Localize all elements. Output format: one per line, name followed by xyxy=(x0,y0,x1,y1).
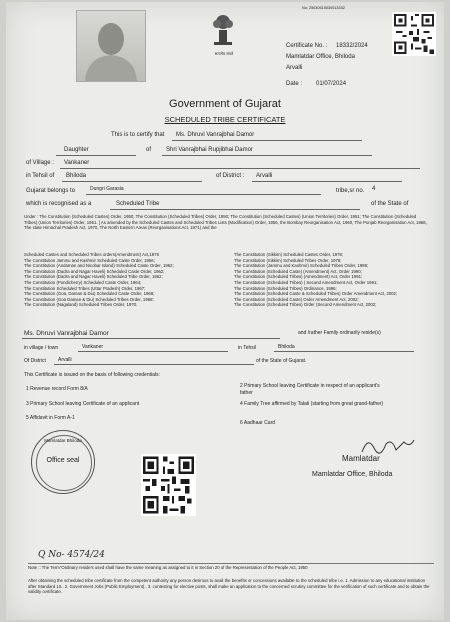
order-item: The Constitution (Goa Daman & Diu) Scheduled Tribes Order, 1968; xyxy=(24,296,154,302)
tribe-sr: 4 xyxy=(372,186,376,192)
order-item: The Constitution Scheduled Tribes (Uttar Pradesh) Order, 1967; xyxy=(24,285,146,291)
order-item: The Constitution (Scheduled Caste & Scheduled Tribes) Order Amendment Act, 2002; xyxy=(234,291,398,297)
residence-tehsil: Bhiloda xyxy=(278,344,295,350)
recognised-as: Scheduled Tribe xyxy=(116,201,160,207)
issuing-place: Arvalli xyxy=(286,65,303,71)
qr-code-icon xyxy=(141,454,196,516)
order-item: The Constitution (Dadra and Nagar Haveli) Scheduled Caste Order, 1962; xyxy=(24,268,165,274)
recognised-label: which is recognised as a xyxy=(26,201,92,207)
date-label: Date : xyxy=(286,81,303,87)
certificate-title: SCHEDULED TRIBE CERTIFICATE xyxy=(164,115,286,124)
residence-district-label: Of District xyxy=(24,358,46,364)
order-item: The Constitution Jammu and Kashmir Scheduled Caste Order, 1956; xyxy=(24,257,155,263)
father-name: Shri Vanrajbhai Rupjibhai Damor xyxy=(166,147,253,153)
order-item: The Constitution (Scheduled Tribes) (Amendment) Act, Order 1991; xyxy=(234,274,363,280)
order-item: The Constitution (Goa, Daman & Diu) Scheduled Caste Order, 1968; xyxy=(24,291,155,297)
residence-name: Ms. Dhruvi Vanrajbhai Damor xyxy=(24,330,109,337)
order-item: The Constitution (Scheduled Tribes) ( Second Amendment Act, Order 1991; xyxy=(234,279,378,285)
residence-district: Arvalli xyxy=(58,357,72,363)
tehsil: Bhiloda xyxy=(66,173,87,179)
of-label: of xyxy=(146,147,152,153)
relation: Daughter xyxy=(64,147,89,153)
orders-right xyxy=(234,252,430,308)
order-item: The Constitution (Sikkim) Scheduled Tribes Order, 1978; xyxy=(234,257,342,263)
government-title: Government of Gujarat xyxy=(169,98,281,110)
residence-suffix: and /rather Family ordinarily reside(s) xyxy=(298,330,381,336)
certificate-page xyxy=(6,2,444,620)
order-item: The Constitution (Scheduled Caste) (Amendment) Act, Order 1990; xyxy=(234,268,362,274)
order-item: The Constitution (Scheduled Tribes) Order (Second Amendment Act, 2002; xyxy=(234,302,377,308)
credential-item: 5 Affidavit in Form A-1 xyxy=(26,415,75,421)
signatory-office: Mamlatdar Office, Bhiloda xyxy=(312,471,393,478)
credential-item: 3 Primary School leaving Certificate of an applicant xyxy=(26,401,140,407)
tribe-name: Dungri Garasia xyxy=(90,186,124,192)
residence-village-label: in village / town xyxy=(24,345,59,351)
residence-tehsil-label: in Tehsil xyxy=(238,345,256,351)
order-item: The Constitution (Dadra and Nagar Haveli) Scheduled Tribe Order, 1962; xyxy=(24,274,163,280)
order-item: The Constitution (Pondicherry) Scheduled Caste Order, 1964; xyxy=(24,279,142,285)
residence-village: Vankaner xyxy=(82,344,104,350)
order-item: The Constitution (Sikkim) Scheduled Castes Order, 1978; xyxy=(234,252,344,257)
order-item: The Constitution (Scheduled Caste) Order Amendment Act, 2002; xyxy=(234,296,359,302)
certificate-no: 18332/2024 xyxy=(336,43,368,49)
certify-text: This is to certify that xyxy=(111,132,165,138)
order-item: The Constitution (Jammu and Kashmir) Scheduled Tribes Order, 1989; xyxy=(234,263,369,269)
state-suffix: of the State of xyxy=(371,201,409,207)
applicant-photo xyxy=(76,10,146,82)
handwritten-note: Q No- 4574/24 xyxy=(38,550,105,560)
district: Arvalli xyxy=(256,173,273,179)
order-item: Scheduled Castes and Scheduled Tribes orders(Amendment) Act,1976 xyxy=(24,252,159,257)
credential-item: 4 Family Tree affirmed by Talati (starting from great grand-father) xyxy=(240,401,384,407)
credential-item: 1 Revenue record Form 8/A xyxy=(26,386,88,392)
national-emblem-icon xyxy=(208,10,238,50)
orders-left xyxy=(24,252,229,308)
order-item: The Constitution (Nagaland) Scheduled Tribes Order, 1970. xyxy=(24,302,138,308)
order-item: The Constitution (Andaman and Nicobar Island) Scheduled Caste Order, 1962; xyxy=(24,263,174,269)
note-validity: After obtaining the scheduled tribe certificate from the competent authority any person desirous to avail the benefits or concessions available to the scheduled tribe i.e. 1. Admission to any educational institution after Standard 10.. 2. Government Jobs (Public Employment).. 3. contesting for elective posts, shall make an application to the concerned scrutiny committee for the verification of such certificate and to obtain the validity certificate. xyxy=(28,578,430,595)
note-ordinary-reside: Note :: The Term"Ordinary reside's used shall have the same meaning as assigned to it in Section 20 of the Representation of the People Act, 1950 xyxy=(28,563,434,571)
order-item: The Constitution (Scheduled Tribes) Ordinance, 1996; xyxy=(234,285,337,291)
seal-ring-text: Mamlatdar Bhiloda xyxy=(44,438,82,443)
credentials-intro: This Certificate is issued on the basis of following credentials: xyxy=(24,372,160,378)
office-seal-stamp xyxy=(31,430,95,494)
tribe-sr-label: tribe,sr no. xyxy=(336,188,365,194)
village-label: of Village : xyxy=(26,160,54,166)
tehsil-label: in Tehsil of xyxy=(26,173,55,179)
belongs-label: Gujarat belongs to xyxy=(26,188,76,194)
issue-date: 01/07/2024 xyxy=(316,81,347,87)
village: Vankaner xyxy=(64,160,90,166)
district-label: of District : xyxy=(216,173,245,179)
seal-label: Office seal xyxy=(46,457,80,464)
emblem-caption: सत्यमेव जयते xyxy=(214,52,234,56)
certificate-no-label: Certificate No. : xyxy=(286,43,328,49)
applicant-name: Ms. Dhruvi Vanrajbhai Damor xyxy=(176,132,255,138)
serial-number: No: 25030515030013332 xyxy=(302,6,345,10)
credential-item: 6 Aadhaar Card xyxy=(240,420,276,426)
credential-item: 2 Primary School leaving Certificate in respect of an applicant's father xyxy=(240,383,380,396)
residence-state: of the State of Gujarat. xyxy=(256,358,307,364)
issuing-office: Mamlatdar Office, Bhiloda xyxy=(286,54,355,60)
signatory-title: Mamlatdar xyxy=(342,454,380,463)
qr-code-small-icon xyxy=(392,12,436,56)
under-text: Under : The Constitution (Scheduled Castes) Order, 1950; The Constitution (Scheduled Tribes) Order, 1950; The Constitution (Scheduled Castes) (Union Territories) Order, 1951; The Constitution (Scheduled Tribes) (Union Territories) Order, 1951. [ As amended by the Scheduled Castes and Scheduled Tribes Lists (Modification) Order, 1956, the Bombay Reorganisation Act, 1960, The Punjab Reorganisation Act, 1966, The state Himachal Pradesh Act, 1970, The North Eastern Areas (Reorganisations Act, 1971) and the xyxy=(24,214,427,231)
